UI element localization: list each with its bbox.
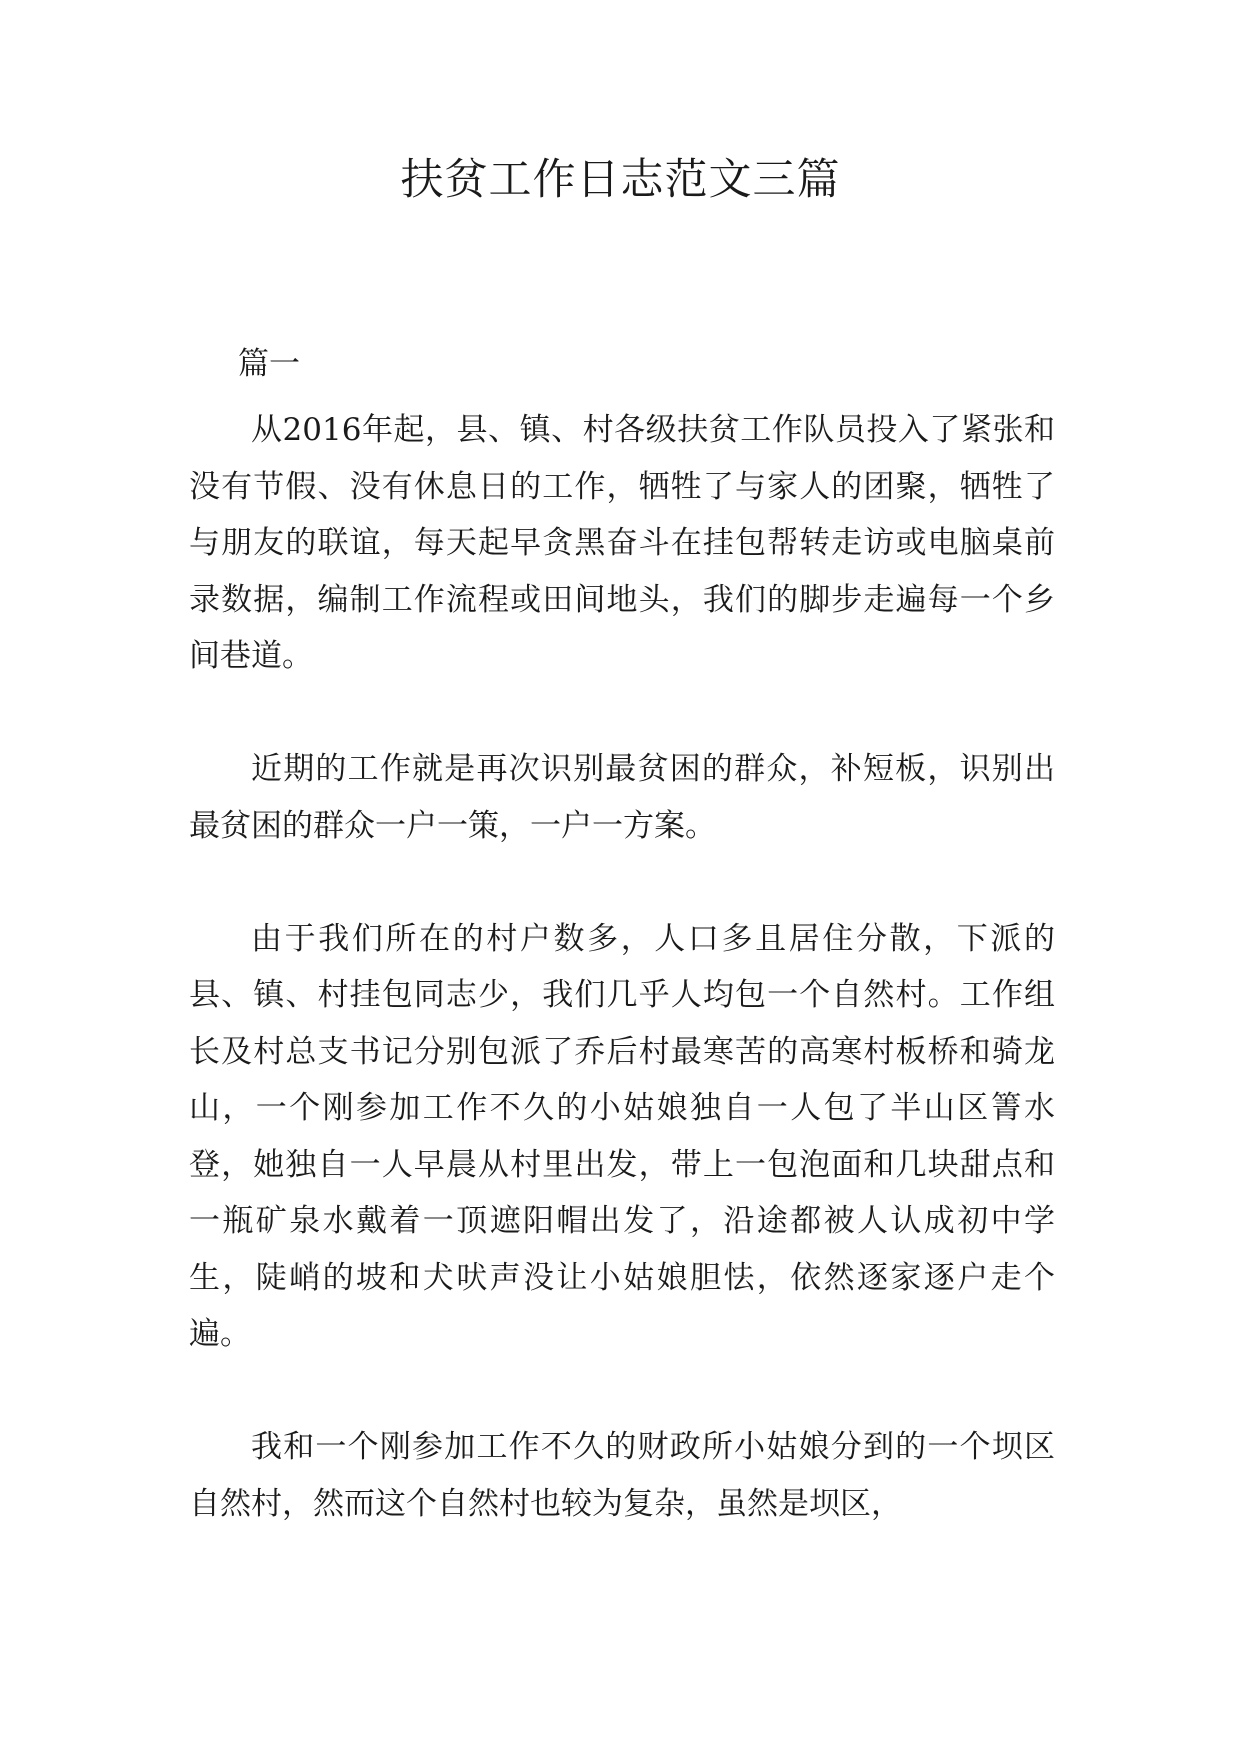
paragraph: 我和一个刚参加工作不久的财政所小姑娘分到的一个坝区自然村，然而这个自然村也较为复杂，虽然是坝区， [189,1429,1055,1522]
paragraph: 从2016年起，县、镇、村各级扶贫工作队员投入了紧张和没有节假、没有休息日的工作，牺牲了与家人的团聚，牺牲了与朋友的联谊，每天起早贪黑奋斗在挂包帮转走访或电脑桌前录数据，编制工作流程或田间地头，我们的脚步走遍每一个乡间巷道。 [189,412,1055,674]
document-title: 扶贫工作日志范文三篇 [400,155,841,205]
document-body [189,402,1055,1532]
paragraph: 近期的工作就是再次识别最贫困的群众，补短板，识别出最贫困的群众一户一策，一户一方案。 [189,751,1055,844]
section-label: 篇一 [238,346,300,382]
paragraph: 由于我们所在的村户数多，人口多且居住分散，下派的县、镇、村挂包同志少，我们几乎人均包一个自然村。工作组长及村总支书记分别包派了乔后村最寒苦的高寒村板桥和骑龙山，一个刚参加工作不久的小姑娘独自一人包了半山区箐水登，她独自一人早晨从村里出发，带上一包泡面和几块甜点和一瓶矿泉水戴着一顶遮阳帽出发了，沿途都被人认成初中学生，陡峭的坡和犬吠声没让小姑娘胆怯，依然逐家逐户走个遍。 [189,920,1055,1352]
